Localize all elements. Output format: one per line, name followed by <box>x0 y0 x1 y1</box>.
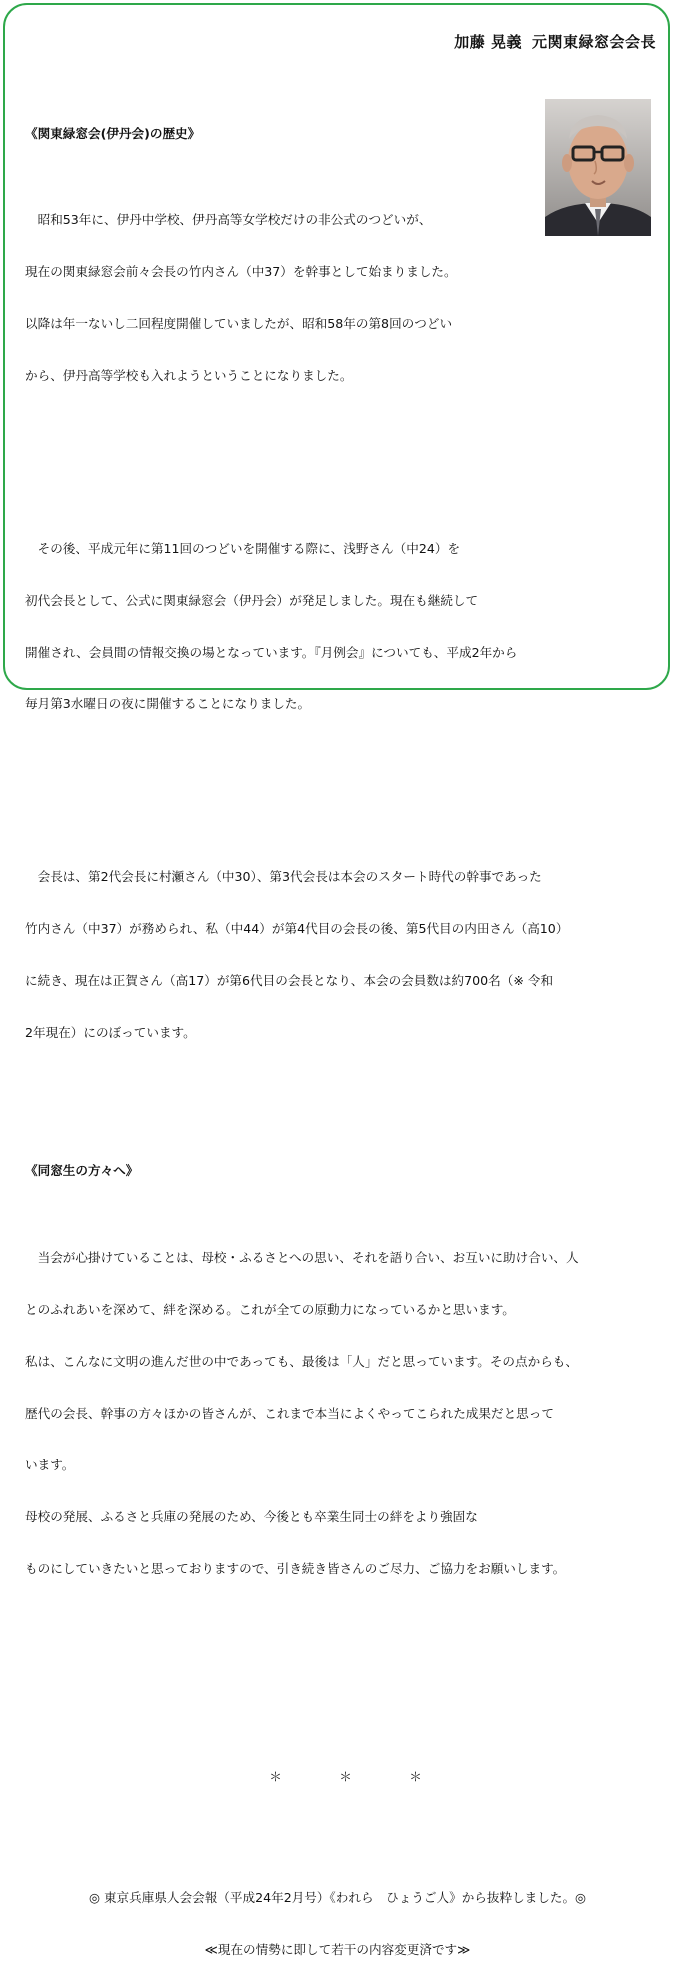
paragraph-gap <box>25 1647 650 1664</box>
revision-note: ≪現在の情勢に即して若干の内容変更済です≫ <box>204 1941 471 1957</box>
history-paragraph-1 <box>25 176 650 418</box>
text-line: から、伊丹高等学校も入れようということになりました。 <box>25 367 353 383</box>
history-paragraph-2 <box>25 505 650 747</box>
text-line: ものにしていきたいと思っておりますので、引き続き皆さんのご尽力、ご協力をお願いします。 <box>25 1561 566 1577</box>
text-line: その後、平成元年に第11回のつどいを開催する際に、浅野さん（中24）を <box>25 540 461 556</box>
separator-asterisk: ＊ <box>269 1768 282 1784</box>
paragraph-gap <box>25 1837 650 1854</box>
text-line: 毎月第3水曜日の夜に開催することになりました。 <box>25 696 311 712</box>
section-separator <box>25 1751 650 1803</box>
source-note: ◎ 東京兵庫県人会会報（平成24年2月号）《われら ひょうご人》から抜粋しました。◎ <box>88 1889 587 1905</box>
history-paragraph-3 <box>25 834 650 1076</box>
text-line: 母校の発展、ふるさと兵庫の発展のため、今後とも卒業生同士の絆をより強固な <box>25 1509 478 1525</box>
text-line: に続き、現在は正賀さん（高17）が第6代目の会長となり、本会の会員数は約700名（※ 令和 <box>25 973 554 989</box>
author-name: 加藤 晃義 <box>454 33 522 51</box>
text-line: 竹内さん（中37）が務められ、私（中44）が第4代目の会長の後、第5代目の内田さん（高10） <box>25 921 569 937</box>
text-line: 現在の関東緑窓会前々会長の竹内さん（中37）を幹事として始まりました。 <box>25 263 457 279</box>
classmates-paragraph <box>25 1214 650 1612</box>
separator-asterisk: ＊ <box>409 1768 422 1784</box>
text-line: 当会が心掛けていることは、母校・ふるさとへの思い、それを語り合い、お互いに助け合い、人 <box>25 1249 579 1265</box>
text-line: います。 <box>25 1457 75 1473</box>
paragraph-gap <box>25 1699 650 1716</box>
author-line <box>454 31 656 52</box>
text-line: 2年現在）にのぼっています。 <box>25 1025 196 1041</box>
history-heading: 《関東緑窓会(伊丹会)の歴史》 <box>25 125 201 141</box>
text-line: 以降は年一ないし二回程度開催していましたが、昭和58年の第8回のつどい <box>25 315 453 331</box>
text-line: 会長は、第2代会長に村瀬さん（中30）、第3代会長は本会のスタート時代の幹事であった <box>25 869 542 885</box>
classmates-heading: 《同窓生の方々へ》 <box>25 1163 139 1179</box>
paragraph-gap <box>25 782 650 799</box>
paragraph-gap <box>25 453 650 470</box>
text-line: とのふれあいを深めて、絆を深める。これが全ての原動力になっているかと思います。 <box>25 1301 515 1317</box>
text-line: 歴代の会長、幹事の方々ほかの皆さんが、これまで本当によくやってこられた成果だと思って <box>25 1405 554 1421</box>
paragraph-gap <box>25 1111 650 1128</box>
article-body <box>25 90 650 1975</box>
text-line: 開催され、会員間の情報交換の場となっています。『月例会』についても、平成2年から <box>25 644 518 660</box>
author-title: 元関東緑窓会会長 <box>531 33 656 51</box>
text-line: 私は、こんなに文明の進んだ世の中であっても、最後は「人」だと思っています。その点からも、 <box>25 1353 578 1369</box>
separator-asterisk: ＊ <box>339 1768 352 1784</box>
text-line: 昭和53年に、伊丹中学校、伊丹高等女学校だけの非公式のつどいが、 <box>25 212 432 228</box>
text-line: 初代会長として、公式に関東緑窓会（伊丹会）が発足しました。現在も継続して <box>25 592 479 608</box>
